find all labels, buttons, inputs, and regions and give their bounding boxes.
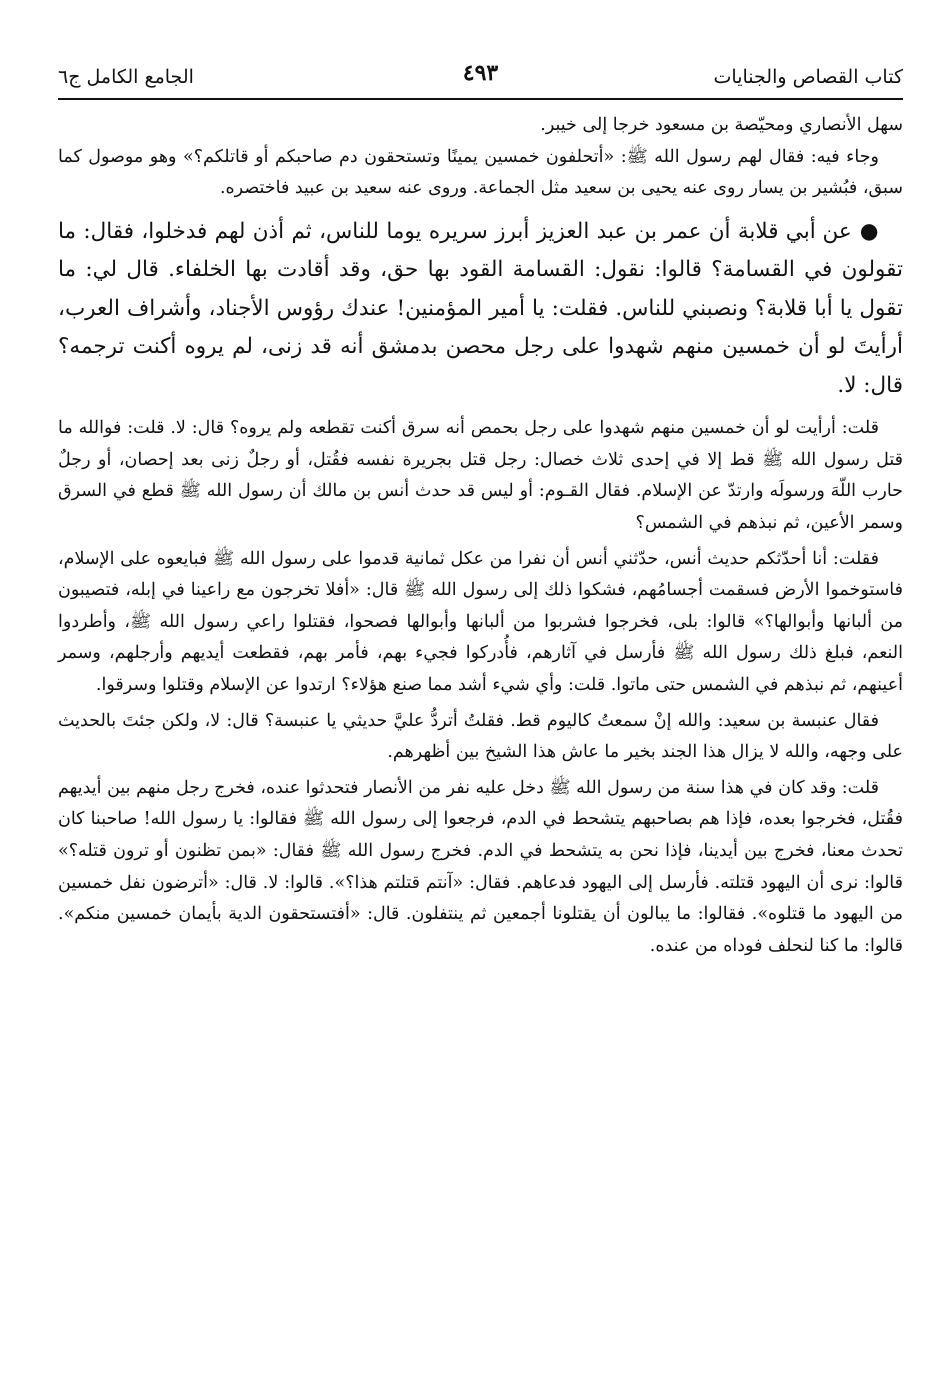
page-body	[58, 110, 903, 962]
paragraph-5: فقلت: أنا أحدّثكم حديث أنس، حدّثني أنس أن نفرا من عكل ثمانية قدموا على رسول الله ﷺ فبايعوه على الإسلام، فاستوخموا الأرض فسقمت أجسامُهم، فشكوا ذلك إلى رسول الله ﷺ قال: «أفلا تخرجون مع راعينا في إبله، فتصيبون من ألبانها وأبوالها؟» قالوا: بلى، فخرجوا فشربوا من ألبانها وأبوالها فصحوا، فقتلوا راعي رسول الله ﷺ، وأطردوا النعم، فبلغ ذلك رسول الله ﷺ فأرسل في آثارهم، فأُدركوا فجيء بهم، فأمر بهم، فقطعت أيديهم وأرجلهم، وسمر أعينهم، ثم نبذهم في الشمس حتى ماتوا. قلت: وأي شيء أشد مما صنع هؤلاء؟ ارتدوا عن الإسلام وقتلوا وسرقوا.	[58, 548, 903, 696]
header-rule	[58, 98, 903, 100]
paragraph-4: قلت: أرأيت لو أن خمسين منهم شهدوا على رجل بحمص أنه سرق أكنت تقطعه ولم يروه؟ قال: لا. قلت: فوالله ما قتل رسول الله ﷺ قط إلا في إحدى ثلاث خصال: رجل قتل بجريرة نفسه فقُتل، أو رجلٌ زنى بعد إحصان، أو رجلٌ حارب اللّهَ ورسولَه وارتدّ عن الإسلام. فقال القـوم: أو ليس قد حدث أنس بن مالك أن رسول الله ﷺ قطع في السرق وسمر الأعين، ثم نبذهم في الشمس؟	[58, 418, 903, 534]
paragraph-3-hadith	[58, 213, 903, 406]
running-header	[58, 56, 903, 96]
paragraph-2: وجاء فيه: فقال لهم رسول الله ﷺ: «أتحلفون خمسين يمينًا وتستحقون دم صاحبكم أو قاتلكم؟» وهو موصول كما سبق، فبُشير بن يسار روى عنه يحيى بن سعيد مثل الجماعة. وروى عنه سعيد بن عبيد فاختصره.	[58, 146, 903, 199]
paragraph-7: قلت: وقد كان في هذا سنة من رسول الله ﷺ دخل عليه نفر من الأنصار فتحدثوا عنده، فخرج رجل منهم بين أيديهم فقُتل، فخرجوا بعده، فإذا هم بصاحبهم يتشحط في الدم، فرجعوا إلى رسول الله ﷺ فقالوا: يا رسول الله! صاحبنا كان تحدث معنا، فخرج بين أيدينا، فإذا نحن به يتشحط في الدم. فخرج رسول الله ﷺ فقال: «بمن تظنون أو ترون قتله؟» قالوا: نرى أن اليهود قتلته. فأرسل إلى اليهود فدعاهم. فقال: «آنتم قتلتم هذا؟». قالوا: لا. قال: «أترضون نفل خمسين من اليهود ما قتلوه». فقالوا: ما يبالون أن يقتلونا أجمعين ثم ينتفلون. قال: «أفتستحقون الدية بأيمان خمسين منكم». قالوا: ما كنا لنحلف فوداه من عنده.	[58, 777, 903, 956]
hadith-text: عن أبي قلابة أن عمر بن عبد العزيز أبرز سريره يوما للناس، ثم أذن لهم فدخلوا، فقال: ما تقولون في القسامة؟ قالوا: نقول: القسامة القود بها حق، وقد أقادت بها الخلفاء. قال لي: ما تقول يا أبا قلابة؟ ونصبني للناس. فقلت: يا أمير المؤمنين! عندك رؤوس الأجناد، وأشراف العرب، أرأيتَ لو أن خمسين منهم شهدوا على رجل محصن بدمشق أنه قد زنى، لم يروه أكنت ترجمه؟ قال: لا.	[58, 218, 903, 398]
book-title: الجامع الكامل ج٦	[58, 66, 194, 88]
page-number: ٤٩٣	[462, 60, 499, 86]
paragraph-1: سهل الأنصاري ومحيّصة بن مسعود خرجا إلى خيبر.	[540, 115, 903, 135]
chapter-title: كتاب القصاص والجنايات	[713, 66, 903, 88]
paragraph-6: فقال عنبسة بن سعيد: والله إنْ سمعتُ كاليوم قط. فقلتُ أتردُّ عليَّ حديثي يا عنبسة؟ قال: لا، ولكن جئتَ بالحديث على وجهه، والله لا يزال هذا الجند بخير ما عاش هذا الشيخ بين أظهرهم.	[58, 710, 903, 763]
bullet-icon: ●	[851, 218, 879, 244]
